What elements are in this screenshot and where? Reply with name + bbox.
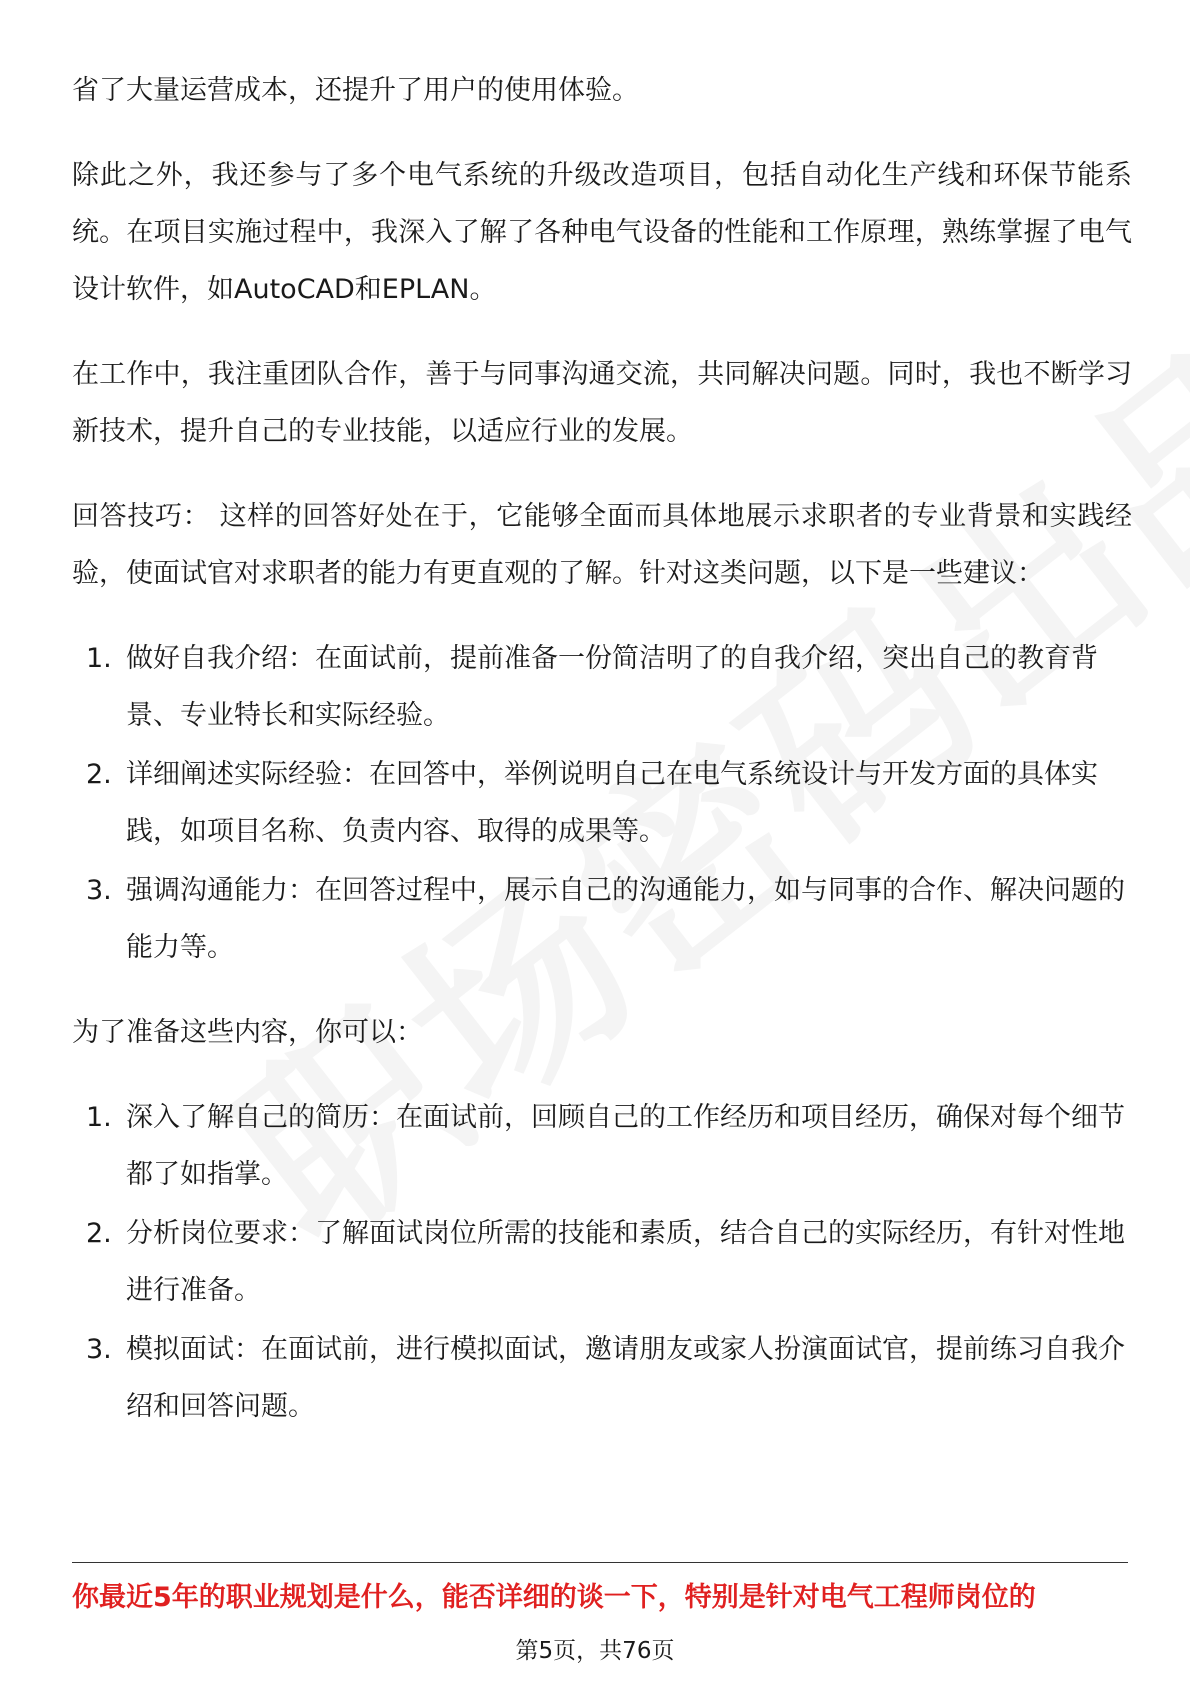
section-divider: [72, 1562, 1128, 1563]
next-question-heading: 你最近5年的职业规划是什么，能否详细的谈一下，特别是针对电气工程师岗位的: [72, 1582, 1036, 1613]
list-number: 1.: [86, 643, 112, 674]
list-item: [72, 1089, 1132, 1203]
list-number: 1.: [86, 1102, 112, 1133]
list-text: 详细阐述实际经验：在回答中，举例说明自己在电气系统设计与开发方面的具体实践，如项目名称、负责内容、取得的成果等。: [126, 759, 1098, 847]
list-text: 强调沟通能力：在回答过程中，展示自己的沟通能力，如与同事的合作、解决问题的能力等。: [126, 875, 1125, 963]
list-number: 2.: [86, 759, 112, 790]
list-item: [72, 746, 1132, 860]
preparation-list: [72, 1089, 1132, 1435]
list-number: 3.: [86, 875, 112, 906]
list-item: [72, 862, 1132, 976]
page-number-footer: 第5页，共76页: [515, 1638, 675, 1664]
paragraph-answer-tips: 回答技巧： 这样的回答好处在于，它能够全面而具体地展示求职者的专业背景和实践经验，使面试官对求职者的能力有更直观的了解。针对这类问题，以下是一些建议：: [72, 501, 1132, 589]
paragraph-preparation-intro: 为了准备这些内容，你可以：: [72, 1017, 423, 1048]
list-text: 分析岗位要求：了解面试岗位所需的技能和素质，结合自己的实际经历，有针对性地进行准备。: [126, 1218, 1125, 1306]
list-text: 做好自我介绍：在面试前，提前准备一份简洁明了的自我介绍，突出自己的教育背景、专业特长和实际经验。: [126, 643, 1098, 731]
list-item: [72, 1205, 1132, 1319]
list-number: 3.: [86, 1334, 112, 1365]
paragraph-continuation: 省了大量运营成本，还提升了用户的使用体验。: [72, 75, 639, 106]
list-item: [72, 630, 1132, 744]
list-text: 深入了解自己的简历：在面试前，回顾自己的工作经历和项目经历，确保对每个细节都了如指掌。: [126, 1102, 1125, 1190]
list-number: 2.: [86, 1218, 112, 1249]
paragraph-upgrade-projects: 除此之外，我还参与了多个电气系统的升级改造项目，包括自动化生产线和环保节能系统。在项目实施过程中，我深入了解了各种电气设备的性能和工作原理，熟练掌握了电气设计软件，如AutoCAD和EPLAN。: [72, 160, 1132, 305]
list-text: 模拟面试：在面试前，进行模拟面试，邀请朋友或家人扮演面试官，提前练习自我介绍和回答问题。: [126, 1334, 1125, 1422]
suggestion-list: [72, 630, 1132, 976]
page-content: [72, 62, 1132, 1463]
paragraph-teamwork: 在工作中，我注重团队合作，善于与同事沟通交流，共同解决问题。同时，我也不断学习新技术，提升自己的专业技能，以适应行业的发展。: [72, 359, 1132, 447]
list-item: [72, 1321, 1132, 1435]
